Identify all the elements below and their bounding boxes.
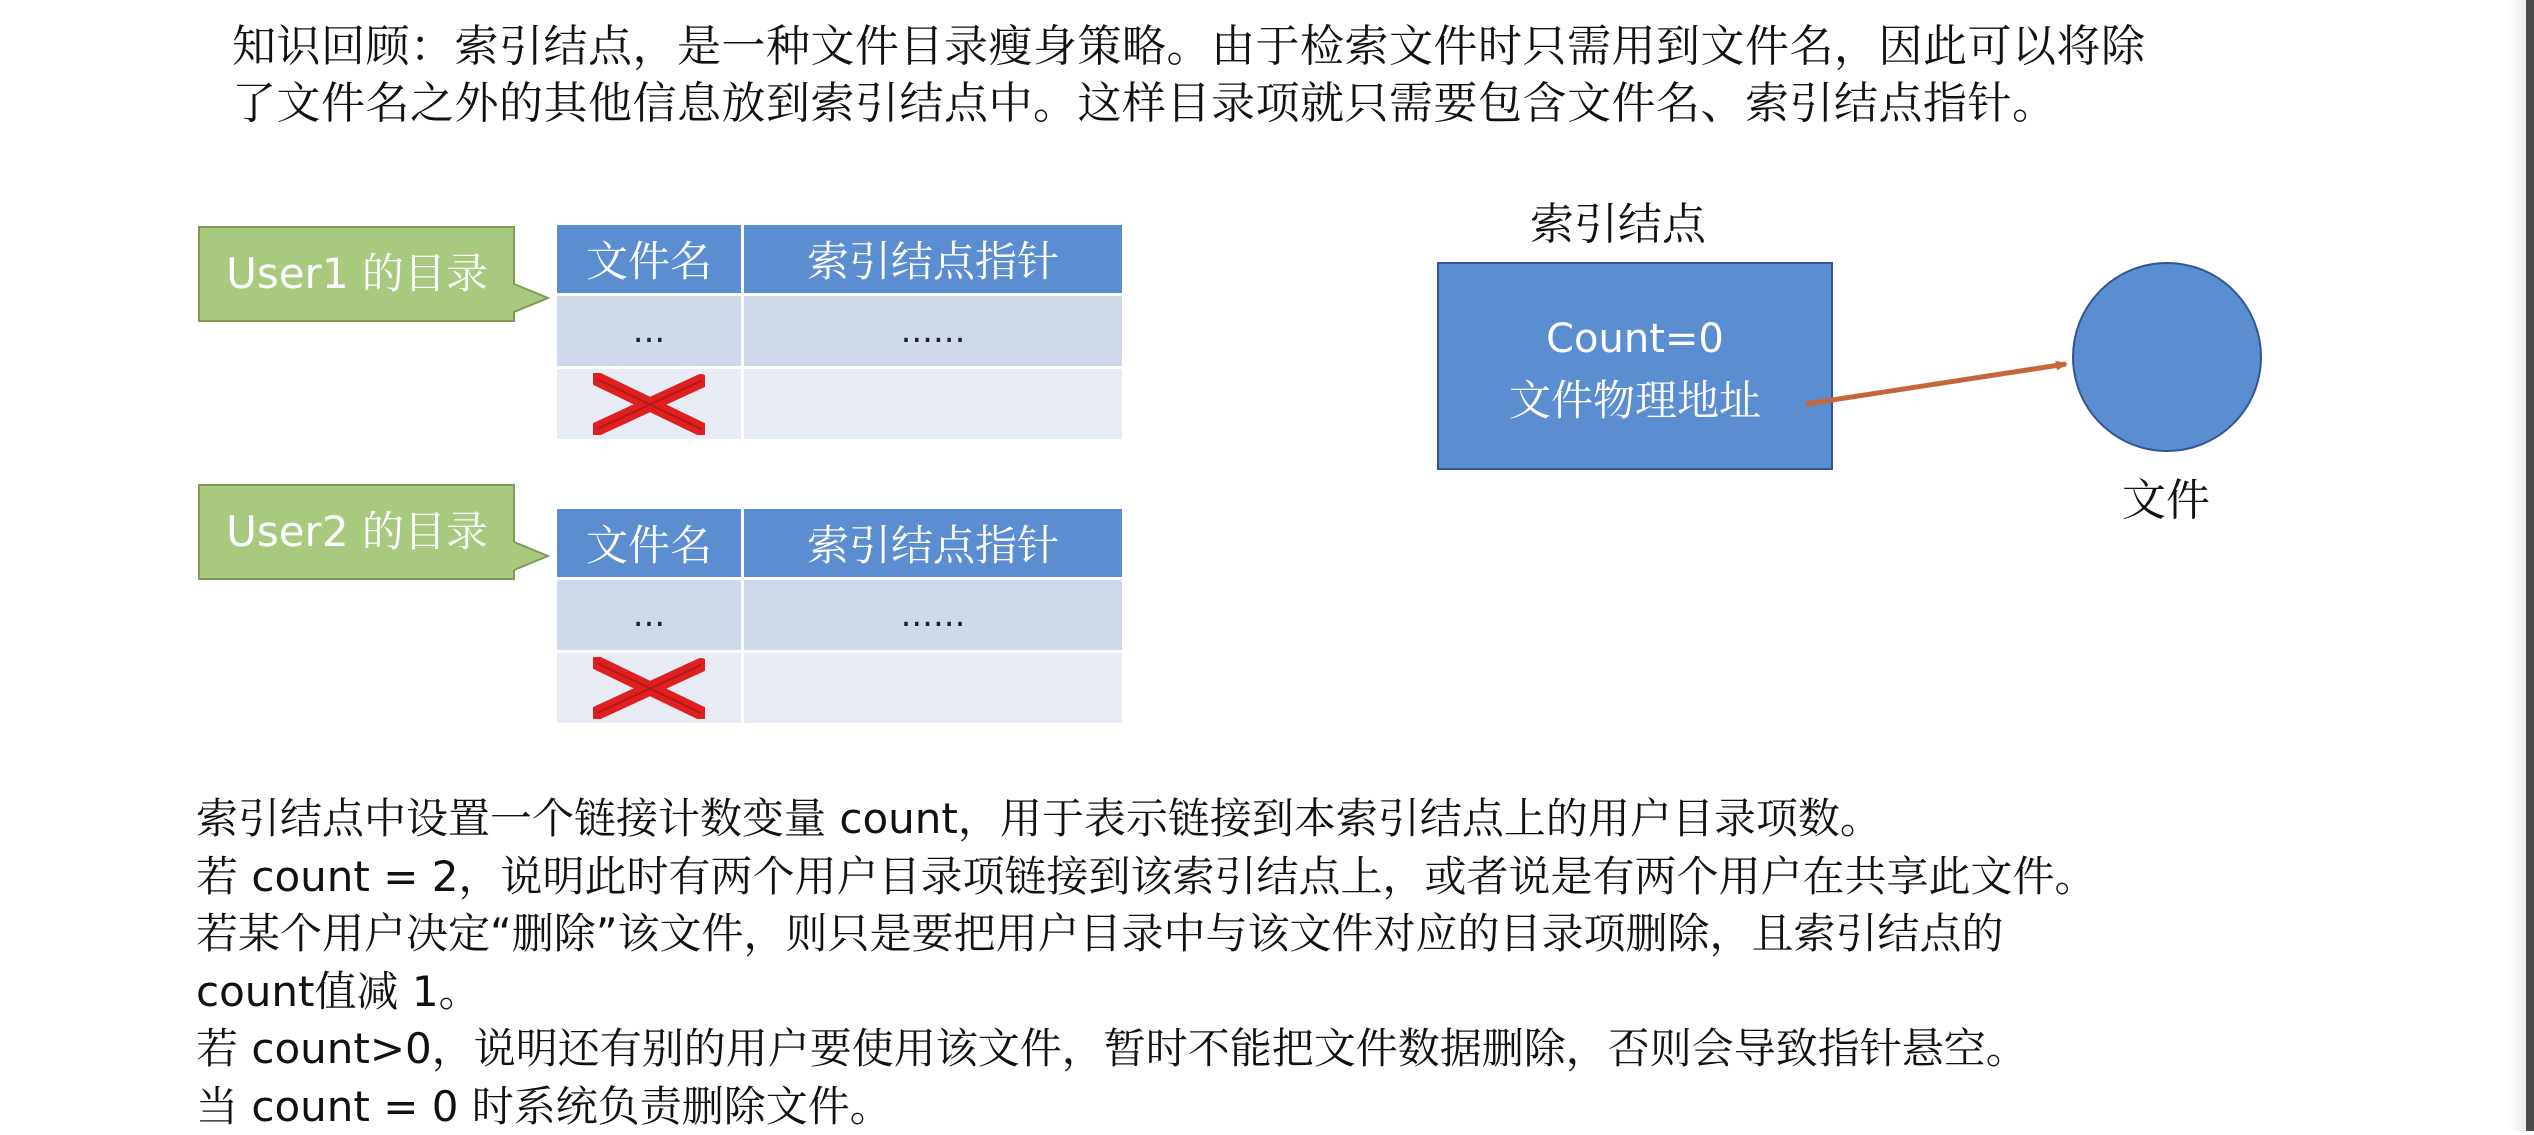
callout-user2-label: User2 的目录 (198, 484, 516, 580)
user2-directory-table (554, 506, 1125, 726)
cell-filename: ... (556, 295, 743, 368)
file-circle-icon (2072, 262, 2262, 452)
cell-index-pointer: ...... (743, 295, 1124, 368)
callout-user2-directory (198, 484, 554, 580)
right-edge-shadow (2508, 0, 2526, 1131)
table-row (556, 368, 1124, 441)
table-row (556, 295, 1124, 368)
note-line-2: 若 count = 2，说明此时有两个用户目录项链接到该索引结点上，或者说是有两个用户在共享此文件。 (196, 848, 2396, 906)
intro-line-1: 知识回顾：索引结点，是一种文件目录瘦身策略。由于检索文件时只需用到文件名，因此可以将除 (232, 18, 2312, 75)
table-row (556, 579, 1124, 652)
note-line-3: 若某个用户决定“删除”该文件，则只是要把用户目录中与该文件对应的目录项删除，且索引结点的 (196, 905, 2396, 963)
note-line-1: 索引结点中设置一个链接计数变量 count，用于表示链接到本索引结点上的用户目录项数。 (196, 790, 2396, 848)
cell-index-pointer: ...... (743, 579, 1124, 652)
header-index-pointer: 索引结点指针 (743, 224, 1124, 295)
note-line-6: 当 count = 0 时系统负责删除文件。 (196, 1078, 2396, 1135)
cell-filename: ... (556, 579, 743, 652)
delete-x-icon (593, 657, 705, 719)
index-node-address: 文件物理地址 (1439, 368, 1831, 428)
header-filename: 文件名 (556, 508, 743, 579)
cell-index-pointer-empty (743, 368, 1124, 441)
user1-directory-table (554, 222, 1125, 442)
header-index-pointer: 索引结点指针 (743, 508, 1124, 579)
index-node-count: Count=0 (1439, 316, 1831, 362)
intro-line-2: 了文件名之外的其他信息放到索引结点中。这样目录项就只需要包含文件名、索引结点指针。 (232, 75, 2312, 132)
table-header-row (556, 224, 1124, 295)
index-node-box (1437, 262, 1833, 470)
notes-section (196, 790, 2396, 1135)
table-header-row (556, 508, 1124, 579)
cell-filename-deleted (556, 652, 743, 725)
header-filename: 文件名 (556, 224, 743, 295)
file-label: 文件 (2122, 464, 2210, 528)
note-line-4: count值减 1。 (196, 963, 2396, 1021)
table-row (556, 652, 1124, 725)
callout-user1-label: User1 的目录 (198, 226, 516, 322)
index-node-title: 索引结点 (1530, 188, 1706, 252)
delete-x-icon (593, 373, 705, 435)
note-line-5: 若 count>0，说明还有别的用户要使用该文件，暂时不能把文件数据删除，否则会导致指针悬空。 (196, 1020, 2396, 1078)
intro-paragraph (232, 18, 2312, 132)
cell-index-pointer-empty (743, 652, 1124, 725)
right-edge-bar (2526, 0, 2534, 1131)
callout-user1-directory (198, 226, 554, 322)
cell-filename-deleted (556, 368, 743, 441)
